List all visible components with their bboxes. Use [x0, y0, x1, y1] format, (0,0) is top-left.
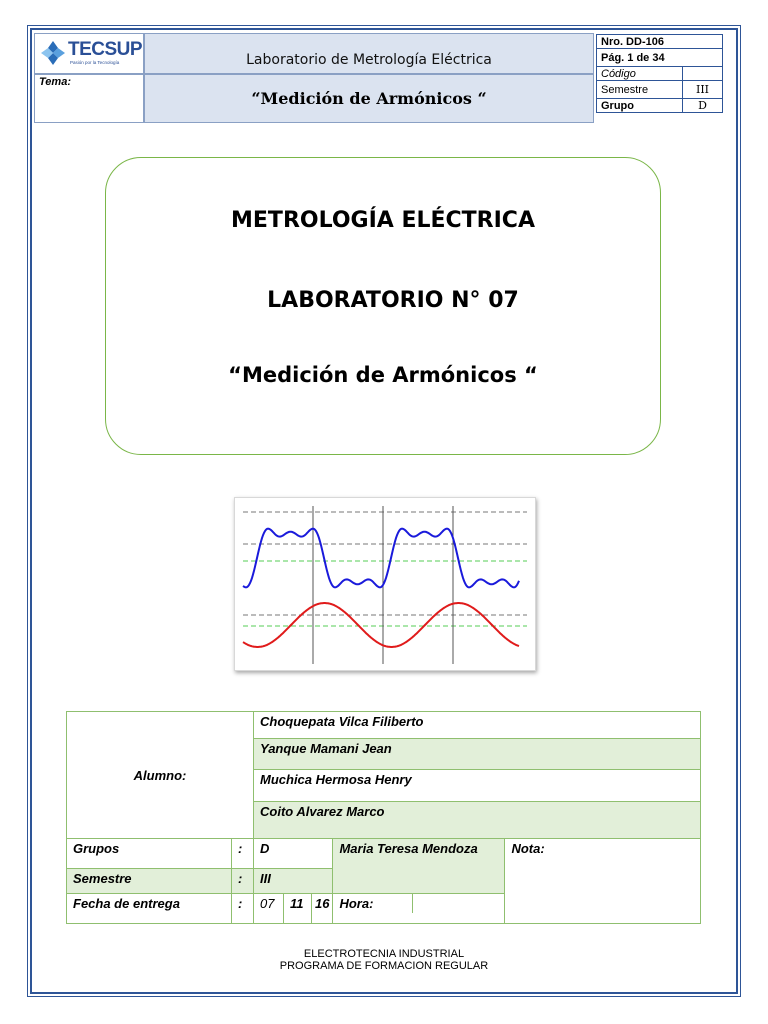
semestre-meta-label: Semestre [597, 81, 683, 99]
tema-label: Tema: [39, 76, 71, 88]
footer-line-2: PROGRAMA DE FORMACION REGULAR [279, 960, 489, 972]
logo-text: TECSUP [68, 39, 143, 60]
distorted-waveform-line [243, 529, 519, 588]
lab-number: LABORATORIO N° 07 [267, 288, 519, 313]
document-meta-table [596, 34, 723, 113]
codigo-value [683, 67, 723, 81]
header-tema-cell [34, 74, 144, 123]
fecha-year: 16 [312, 894, 333, 924]
header-title-cell [144, 33, 594, 74]
semestre-label: Semestre [67, 869, 232, 894]
grupos-value: D [254, 839, 333, 869]
doc-number: Nro. DD-106 [597, 35, 723, 49]
tecsup-logo [40, 38, 143, 70]
waveform-svg [235, 498, 535, 670]
fecha-day: 07 [254, 894, 284, 924]
sine-waveform-line [243, 603, 519, 647]
hora-label: Hora: [333, 894, 413, 913]
header-subject: “Medición de Armónicos “ [251, 89, 487, 108]
alumno-label: Alumno: [67, 712, 254, 839]
hora-value [413, 894, 425, 913]
semestre-value: III [254, 869, 333, 894]
grupo-meta-value: D [683, 99, 723, 113]
fecha-label: Fecha de entrega [67, 894, 232, 924]
semestre-meta-value: III [683, 81, 723, 99]
footer [0, 948, 768, 972]
harmonics-waveform-image [234, 497, 536, 671]
footer-line-1: ELECTROTECNIA INDUSTRIAL [303, 948, 465, 960]
lab-subject: “Medición de Armónicos “ [228, 363, 538, 387]
student-name-4: Coito Alvarez Marco [254, 802, 701, 839]
student-name-1: Choquepata Vilca Filiberto [254, 712, 701, 739]
tecsup-logo-mark-icon [40, 40, 66, 66]
fecha-month: 11 [284, 894, 312, 924]
title-box [105, 157, 661, 455]
header-subject-cell [144, 74, 594, 123]
teacher-name: Maria Teresa Mendoza [333, 839, 505, 894]
student-info-table [66, 711, 701, 924]
semestre-colon: : [232, 869, 254, 894]
grupo-meta-label: Grupo [597, 99, 683, 113]
grupos-colon: : [232, 839, 254, 869]
codigo-label: Código [597, 67, 683, 81]
fecha-colon: : [232, 894, 254, 924]
nota-label: Nota: [505, 839, 701, 924]
page-number: Pág. 1 de 34 [597, 49, 723, 67]
grupos-label: Grupos [67, 839, 232, 869]
lab-title: Laboratorio de Metrología Eléctrica [246, 52, 492, 68]
course-title: METROLOGÍA ELÉCTRICA [231, 208, 535, 233]
logo-tagline: Pasión por la Tecnología [70, 60, 120, 65]
student-name-3: Muchica Hermosa Henry [254, 770, 701, 802]
hora-cell [333, 894, 505, 924]
student-name-2: Yanque Mamani Jean [254, 739, 701, 770]
